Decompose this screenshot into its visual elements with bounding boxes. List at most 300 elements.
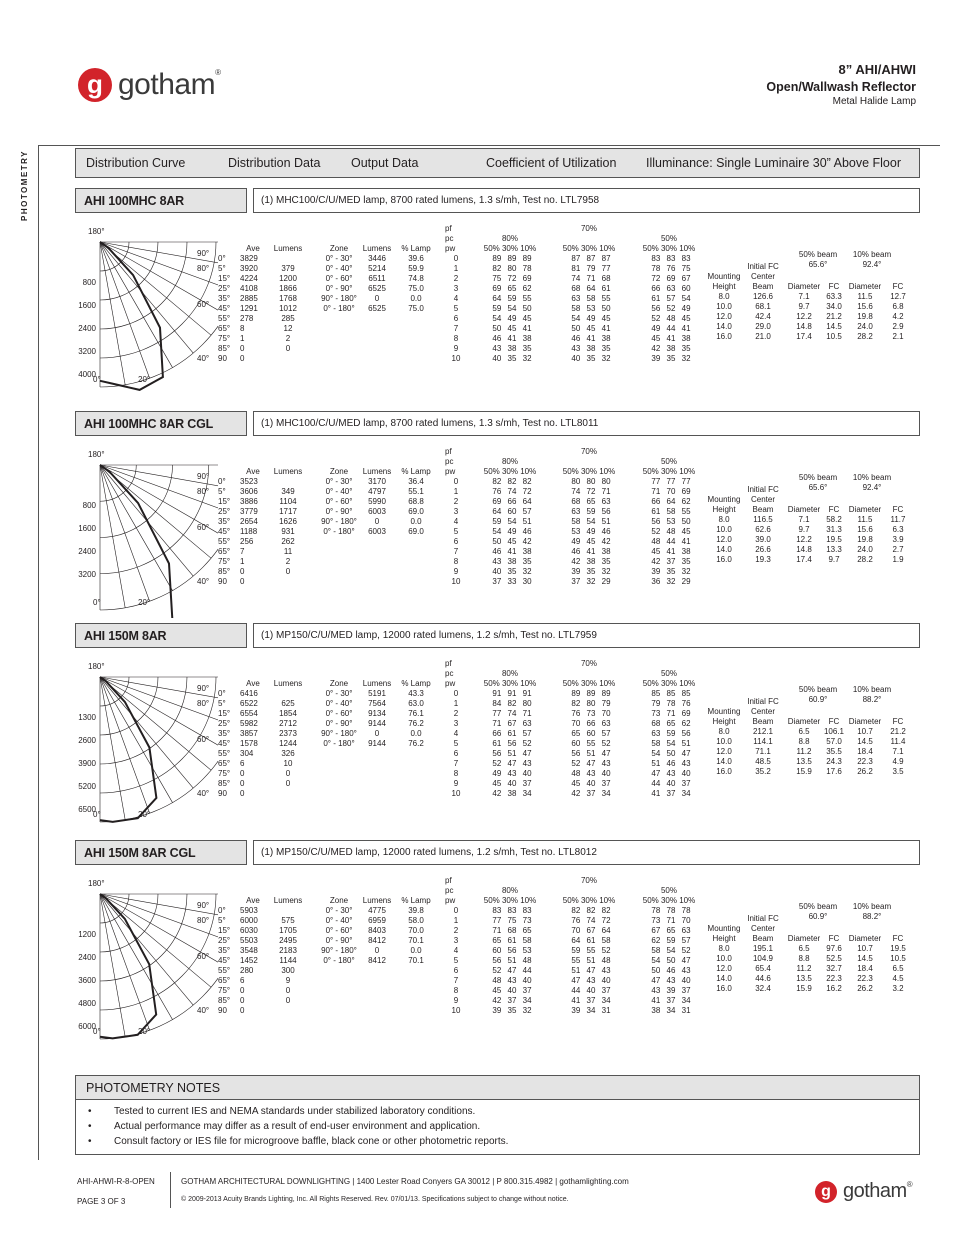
cou-values: 39 34 31 (571, 1006, 611, 1015)
cou-values: 71 68 65 (492, 926, 532, 935)
illum-cell: 15.6 (857, 525, 873, 534)
illum-dia1: Diameter (787, 717, 821, 726)
output-zone: 0° - 40° (325, 264, 353, 273)
output-lumens: 9134 (368, 709, 386, 718)
illum-cell: 104.9 (752, 954, 774, 963)
cou-values: 40 35 32 (492, 567, 532, 576)
illum-mounting: Mounting (707, 272, 741, 281)
cou-values: 54 49 45 (571, 314, 611, 323)
dist-lumens: 349 (281, 487, 295, 496)
illum-mounting: Mounting (707, 924, 741, 933)
illum-cell: 10.5 (890, 954, 906, 963)
illum-cell: 10.5 (826, 332, 842, 341)
nav-output-data: Output Data (351, 156, 419, 170)
cou-values: 46 41 38 (571, 334, 611, 343)
illum-cell: 12.2 (796, 535, 812, 544)
cou-values: 70 67 64 (571, 926, 611, 935)
dist-lumens: 1854 (279, 709, 297, 718)
cou-pf: pf (445, 224, 452, 233)
illum-cell: 16.0 (716, 767, 732, 776)
cou-values: 66 64 62 (651, 497, 691, 506)
illum-cell: 71.1 (755, 747, 771, 756)
cou-pc: pc (445, 457, 454, 466)
illum-cell: 24.0 (857, 322, 873, 331)
cou-values: 73 71 70 (651, 916, 691, 925)
cou-pw: pw (445, 896, 456, 905)
cou-values: 40 35 32 (492, 354, 532, 363)
output-percent: 63.0 (408, 699, 424, 708)
dist-lumens: 0 (285, 779, 291, 788)
output-zone: 0° - 90° (325, 507, 353, 516)
dist-angle: 55° (218, 749, 231, 758)
dist-angle: 25° (218, 719, 231, 728)
illum-dia1: Diameter (787, 934, 821, 943)
illum-cell: 1.9 (892, 555, 904, 564)
illum-cell: 12.0 (716, 312, 732, 321)
output-lumens: 4797 (368, 487, 386, 496)
polar-label-60: 60° (197, 735, 210, 744)
cou-values: 49 45 42 (571, 537, 611, 546)
candela-curve (100, 465, 172, 618)
illum-initial: Initial FC (747, 262, 779, 271)
dist-lumens: 0 (285, 769, 291, 778)
illum-cell: 2.1 (892, 332, 904, 341)
illum-cell: 4.5 (892, 974, 904, 983)
illum-dia2: Diameter (848, 717, 882, 726)
cou-rw: 50% 30% 10% (642, 896, 696, 905)
cou-values: 77 77 77 (651, 477, 691, 486)
polar-ring-label: 3200 (78, 347, 96, 356)
illum-cell: 48.5 (755, 757, 771, 766)
illum-cell: 21.0 (755, 332, 771, 341)
cou-rcc: 80% (501, 669, 518, 678)
dist-ave: 1 (240, 557, 245, 566)
illum-cell: 15.6 (857, 302, 873, 311)
cou-values: 48 43 40 (492, 976, 532, 985)
dist-angle: 5° (218, 264, 226, 273)
dist-angle: 5° (218, 699, 226, 708)
cou-rcr: 1 (453, 916, 459, 925)
illum-cell: 8.8 (798, 737, 810, 746)
illum-cell: 8.8 (798, 954, 810, 963)
cou-values: 42 37 34 (571, 789, 611, 798)
illum-cell: 6.5 (798, 727, 810, 736)
illum-initial: Initial FC (747, 485, 779, 494)
dist-angle: 35° (218, 946, 231, 955)
cou-rcr: 1 (453, 487, 459, 496)
cou-values: 71 67 63 (492, 719, 532, 728)
output-percent: 74.8 (408, 274, 424, 283)
illum-height: Height (712, 717, 736, 726)
cou-rcr: 7 (453, 976, 459, 985)
illum-cell: 10.7 (857, 944, 873, 953)
cou-rcr: 8 (453, 986, 459, 995)
dist-ave: 0 (240, 354, 245, 363)
illum-center: Center (750, 272, 775, 281)
output-zone: 0° - 40° (325, 487, 353, 496)
illum-cell: 114.1 (753, 737, 773, 746)
cou-values: 45 41 38 (651, 547, 691, 556)
output-percent: 36.4 (408, 477, 424, 486)
cou-values: 64 61 58 (571, 936, 611, 945)
dist-lumens: 1866 (279, 284, 297, 293)
dist-lumens: 2373 (279, 729, 297, 738)
dist-angle: 90 (218, 577, 227, 586)
note-item: • Tested to current IES and NEMA standards under stabilized laboratory conditions. (88, 1104, 919, 1119)
dist-ave: 3606 (240, 487, 258, 496)
illum-cell: 11.5 (857, 515, 873, 524)
illum-cell: 35.5 (826, 747, 842, 756)
nav-illuminance: Illuminance: Single Luminaire 30” Above Floor (646, 156, 901, 170)
output-percent: 0.0 (410, 946, 422, 955)
dist-ave: 3886 (240, 497, 258, 506)
side-label: PHOTOMETRY (20, 150, 29, 222)
dist-angle: 65° (218, 759, 231, 768)
polar-label-80: 80° (197, 916, 210, 925)
illum-cell: 14.0 (716, 322, 732, 331)
polar-label-90: 90° (197, 684, 210, 693)
dist-ave: 5503 (240, 936, 258, 945)
cou-values: 76 74 72 (492, 487, 532, 496)
output-lumens: 0 (374, 946, 380, 955)
illum-cell: 14.0 (716, 545, 732, 554)
cou-values: 38 34 31 (651, 1006, 691, 1015)
output-percent: 76.2 (408, 739, 424, 748)
cou-rcr: 9 (453, 996, 459, 1005)
illum-beam2: 10% beam (852, 250, 892, 259)
dist-angle: 5° (218, 487, 226, 496)
brand-name: gotham (843, 1180, 907, 1202)
dist-angle: 55° (218, 537, 231, 546)
cou-rcr: 10 (451, 1006, 461, 1015)
illum-cell: 11.7 (890, 515, 906, 524)
cou-values: 89 89 89 (571, 689, 611, 698)
output-lumens: 8403 (368, 926, 386, 935)
cou-values: 81 79 77 (571, 264, 611, 273)
cou-rcr: 5 (453, 527, 459, 536)
illum-cell: 32.4 (755, 984, 771, 993)
illum-beam1: 50% beam (798, 685, 838, 694)
illum-fc2: FC (892, 282, 904, 291)
cou-values: 54 49 45 (492, 314, 532, 323)
footer-code: AHI-AHWI-R-8-OPEN (77, 1177, 155, 1186)
cou-values: 82 80 78 (492, 264, 532, 273)
illum-mounting: Mounting (707, 495, 741, 504)
dist-lumens: 0 (285, 986, 291, 995)
illum-angle2: 92.4° (862, 260, 882, 269)
cou-rcc: 70% (580, 659, 597, 668)
section-title: AHI 150M 8AR CGL (75, 840, 247, 865)
polar-ring-label: 800 (82, 278, 96, 287)
illum-cell: 3.5 (892, 767, 904, 776)
cou-values: 54 49 46 (492, 527, 532, 536)
doc-title: 8” AHI/AHWI (838, 62, 916, 77)
polar-ring-label: 1200 (78, 930, 96, 939)
dist-angle: 75° (218, 769, 231, 778)
illum-cell: 28.2 (857, 555, 873, 564)
illum-cell: 19.5 (890, 944, 906, 953)
dist-ave: 2885 (240, 294, 258, 303)
output-lumens: 7564 (368, 699, 386, 708)
illum-beam2: 10% beam (852, 902, 892, 911)
polar-label-top: 180° (88, 227, 105, 236)
cou-rcr: 0 (453, 254, 459, 263)
illum-cell: 26.2 (857, 984, 873, 993)
dist-ave: 7 (240, 547, 245, 556)
dist-ave: 0 (240, 996, 245, 1005)
dist-ave: 0 (240, 769, 245, 778)
illum-cell: 26.2 (857, 767, 873, 776)
output-zone: 0° - 60° (325, 926, 353, 935)
cou-values: 43 39 37 (651, 986, 691, 995)
illum-cell: 12.2 (796, 312, 812, 321)
doc-subtitle: Open/Wallwash Reflector (766, 80, 916, 94)
dist-angle: 15° (218, 926, 231, 935)
illum-angle1: 60.9° (808, 912, 828, 921)
cou-values: 45 40 37 (492, 986, 532, 995)
polar-label-top: 180° (88, 662, 105, 671)
dist-angle: 75° (218, 557, 231, 566)
cou-rcr: 8 (453, 557, 459, 566)
dist-angle: 25° (218, 284, 231, 293)
dist-lumens: 1717 (279, 507, 297, 516)
cou-values: 68 64 61 (571, 284, 611, 293)
output-lumens: 5214 (368, 264, 386, 273)
cou-rcr: 5 (453, 956, 459, 965)
illum-cell: 7.1 (798, 515, 810, 524)
output-percent: 76.2 (408, 719, 424, 728)
polar-label-90: 90° (197, 901, 210, 910)
column-header-bar (75, 148, 920, 178)
dist-head-lumens: Lumens (273, 679, 303, 688)
illum-cell: 8.0 (718, 292, 730, 301)
output-head: % Lamp (401, 244, 431, 253)
dist-angle: 45° (218, 956, 231, 965)
cou-values: 52 47 43 (571, 759, 611, 768)
cou-rw: 50% 30% 10% (483, 679, 537, 688)
dist-angle: 25° (218, 507, 231, 516)
cou-values: 42 37 34 (492, 996, 532, 1005)
output-percent: 55.1 (408, 487, 424, 496)
illum-cell: 11.2 (796, 964, 812, 973)
cou-values: 83 83 83 (651, 254, 691, 263)
nav-distribution-data: Distribution Data (228, 156, 321, 170)
cou-values: 79 78 76 (651, 699, 691, 708)
output-head: Lumens (362, 679, 392, 688)
cou-values: 46 41 38 (492, 334, 532, 343)
output-lumens: 4775 (368, 906, 386, 915)
cou-rcr: 6 (453, 966, 459, 975)
cou-values: 72 69 67 (651, 274, 691, 283)
illum-cell: 15.9 (796, 767, 812, 776)
cou-values: 65 61 58 (492, 936, 532, 945)
cou-rcr: 8 (453, 769, 459, 778)
cou-values: 50 45 42 (492, 537, 532, 546)
illum-cell: 42.4 (755, 312, 771, 321)
cou-values: 59 54 51 (492, 517, 532, 526)
illum-cell: 34.0 (826, 302, 842, 311)
illum-cell: 2.9 (892, 322, 904, 331)
dist-ave: 1291 (240, 304, 258, 313)
dist-ave: 3829 (240, 254, 258, 263)
illum-cell: 13.3 (826, 545, 842, 554)
illum-beam1: 50% beam (798, 473, 838, 482)
cou-values: 65 60 57 (571, 729, 611, 738)
output-zone: 0° - 90° (325, 719, 353, 728)
dist-angle: 85° (218, 779, 231, 788)
cou-values: 67 65 63 (651, 926, 691, 935)
illum-cell: 16.2 (826, 984, 842, 993)
polar-label-80: 80° (197, 699, 210, 708)
cou-rcr: 5 (453, 739, 459, 748)
output-percent: 39.8 (408, 906, 424, 915)
dist-ave: 3920 (240, 264, 258, 273)
illum-cell: 3.2 (892, 984, 904, 993)
output-percent: 75.0 (408, 304, 424, 313)
output-zone: 0° - 60° (325, 274, 353, 283)
output-head: % Lamp (401, 896, 431, 905)
dist-ave: 0 (240, 344, 245, 353)
cou-rcr: 3 (453, 507, 459, 516)
output-zone: 90° - 180° (321, 517, 357, 526)
section-description: (1) MP150/C/U/MED lamp, 12000 rated lumens, 1.2 s/mh, Test no. LTL7959 (253, 623, 920, 648)
dist-ave: 0 (240, 577, 245, 586)
dist-angle: 65° (218, 547, 231, 556)
section-description: (1) MHC100/C/U/MED lamp, 8700 rated lumens, 1.3 s/mh, Test no. LTL8011 (253, 411, 920, 436)
dist-lumens: 326 (281, 749, 295, 758)
illum-cell: 7.1 (798, 292, 810, 301)
illum-cell: 21.2 (826, 312, 842, 321)
cou-values: 45 40 37 (571, 779, 611, 788)
cou-rcr: 3 (453, 719, 459, 728)
output-zone: 0° - 90° (325, 936, 353, 945)
cou-pc: pc (445, 886, 454, 895)
output-percent: 58.0 (408, 916, 424, 925)
output-zone: 0° - 90° (325, 284, 353, 293)
dist-ave: 8 (240, 324, 245, 333)
illum-cell: 11.4 (890, 737, 906, 746)
dist-lumens: 1012 (279, 304, 297, 313)
output-percent: 39.6 (408, 254, 424, 263)
output-lumens: 5191 (368, 689, 386, 698)
output-zone: 0° - 30° (325, 477, 353, 486)
illum-cell: 11.5 (857, 292, 873, 301)
cou-values: 78 78 78 (651, 906, 691, 915)
dist-angle: 35° (218, 729, 231, 738)
cou-values: 76 74 72 (571, 916, 611, 925)
cou-rw: 50% 30% 10% (642, 679, 696, 688)
cou-values: 87 87 87 (571, 254, 611, 263)
dist-lumens: 2183 (279, 946, 297, 955)
illum-mounting: Mounting (707, 707, 741, 716)
illum-cell: 16.0 (716, 984, 732, 993)
output-percent: 69.0 (408, 507, 424, 516)
dist-ave: 0 (240, 986, 245, 995)
cou-rcr: 8 (453, 334, 459, 343)
output-lumens: 3446 (368, 254, 386, 263)
illum-cell: 10.0 (716, 954, 732, 963)
illum-cell: 29.0 (755, 322, 771, 331)
footer-logo: g gotham® (815, 1180, 912, 1203)
polar-label-40: 40° (197, 789, 210, 798)
cou-values: 60 56 53 (492, 946, 532, 955)
output-percent: 59.9 (408, 264, 424, 273)
cou-values: 50 46 43 (651, 966, 691, 975)
dist-ave: 6416 (240, 689, 258, 698)
illum-cell: 24.3 (826, 757, 842, 766)
dist-angle: 0° (218, 906, 226, 915)
cou-values: 47 43 40 (651, 976, 691, 985)
polar-ring-label: 6000 (78, 1022, 96, 1031)
polar-label-0: 0° (93, 810, 101, 819)
cou-values: 52 47 43 (492, 759, 532, 768)
output-lumens: 3170 (368, 477, 386, 486)
output-zone: 0° - 60° (325, 709, 353, 718)
dist-ave: 3857 (240, 729, 258, 738)
illum-fc1: FC (828, 717, 840, 726)
cou-rcr: 2 (453, 926, 459, 935)
polar-label-80: 80° (197, 487, 210, 496)
cou-rcc: 50% (660, 234, 677, 243)
polar-label-0: 0° (93, 598, 101, 607)
polar-label-20: 20° (138, 598, 151, 607)
illum-cell: 2.7 (892, 545, 904, 554)
polar-ring-label: 1600 (78, 524, 96, 533)
dist-ave: 278 (240, 314, 254, 323)
illum-fc2: FC (892, 505, 904, 514)
dist-ave: 3779 (240, 507, 258, 516)
footer-address: GOTHAM ARCHITECTURAL DOWNLIGHTING | 1400 Lester Road Conyers GA 30012 | P 800.315.4982 | gothamlighting.com (181, 1177, 629, 1186)
output-lumens: 0 (374, 294, 380, 303)
illum-cell: 126.6 (752, 292, 774, 301)
illum-cell: 17.4 (796, 555, 812, 564)
illum-dia2: Diameter (848, 934, 882, 943)
dist-ave: 1452 (240, 956, 258, 965)
illum-beam2: 10% beam (852, 685, 892, 694)
output-lumens: 6003 (368, 527, 386, 536)
illum-cell: 12.0 (716, 747, 732, 756)
polar-label-top: 180° (88, 879, 105, 888)
polar-label-40: 40° (197, 577, 210, 586)
dist-lumens: 1244 (279, 739, 297, 748)
dist-angle: 15° (218, 709, 231, 718)
illum-cell: 8.0 (718, 515, 730, 524)
polar-label-90: 90° (197, 472, 210, 481)
illum-center: Center (750, 707, 775, 716)
output-head: % Lamp (401, 679, 431, 688)
cou-values: 63 59 56 (571, 507, 611, 516)
cou-rcr: 9 (453, 567, 459, 576)
output-zone: 0° - 60° (325, 497, 353, 506)
dist-head-ave: Ave (246, 679, 260, 688)
illum-cell: 4.2 (892, 312, 904, 321)
cou-values: 36 32 29 (651, 577, 691, 586)
cou-values: 44 40 37 (651, 779, 691, 788)
illum-cell: 26.6 (755, 545, 771, 554)
cou-pc: pc (445, 234, 454, 243)
cou-rw: 50% 30% 10% (562, 467, 616, 476)
illum-angle2: 88.2° (862, 695, 882, 704)
nav-coefficient: Coefficient of Utilization (486, 156, 617, 170)
illum-cell: 17.4 (796, 332, 812, 341)
dist-ave: 0 (240, 1006, 245, 1015)
illum-beam1: 50% beam (798, 250, 838, 259)
illum-cell: 35.2 (755, 767, 771, 776)
brand-name: gotham (118, 68, 216, 101)
dist-lumens: 1626 (279, 517, 297, 526)
dist-head-lumens: Lumens (273, 896, 303, 905)
cou-values: 52 48 45 (651, 527, 691, 536)
